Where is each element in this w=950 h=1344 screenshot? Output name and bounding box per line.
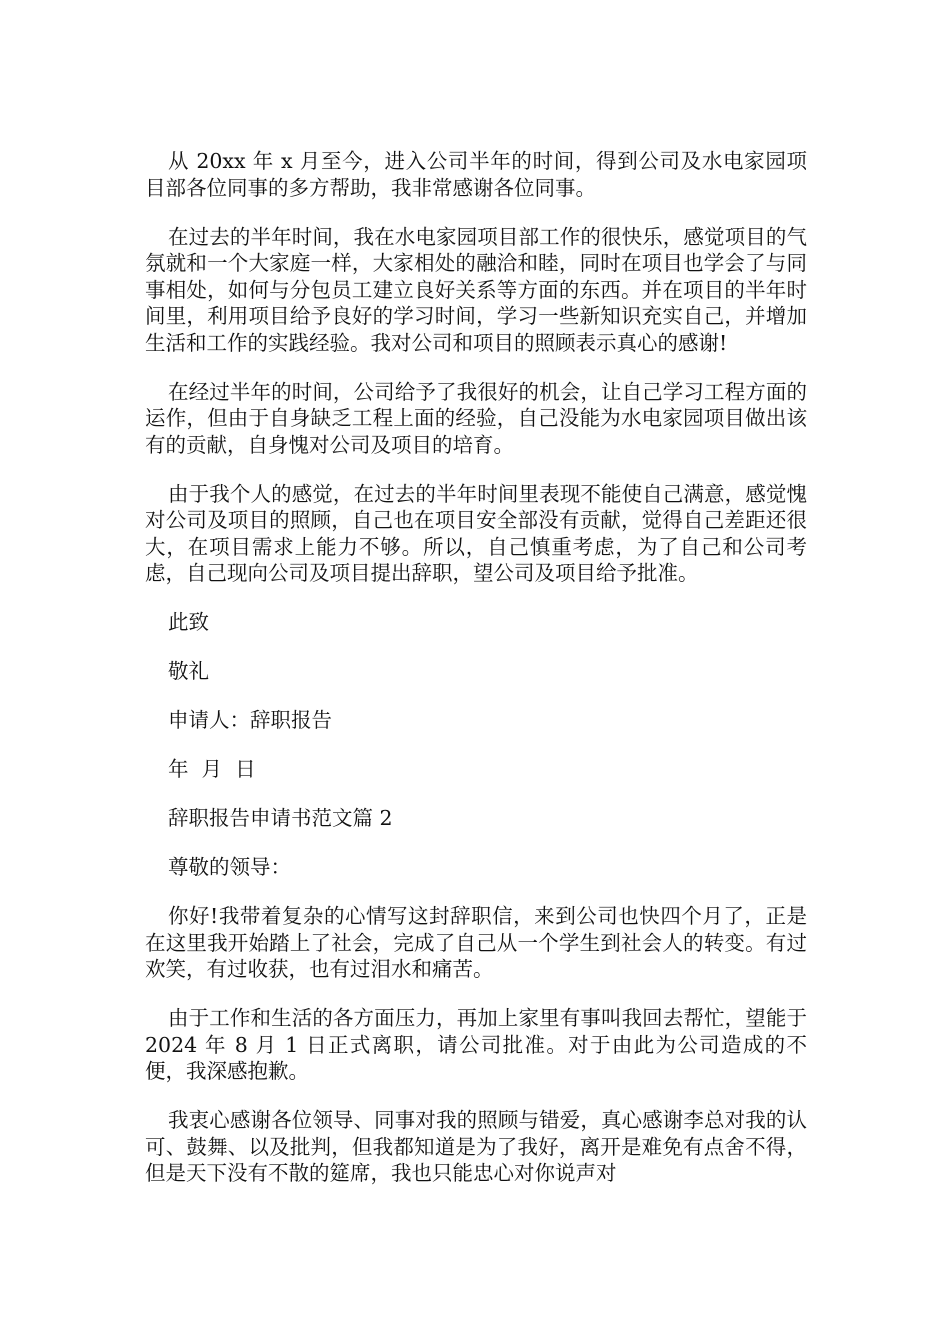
paragraph-experience: 在过去的半年时间，我在水电家园项目部工作的很快乐，感觉项目的气氛就和一个大家庭一样，大家相处的融洽和睦，同时在项目也学会了与同事相处，如何与分包员工建立良好关系等方面的东西。并在项目的半年时间里，利用项目给予良好的学习时间，学习一些新知识充实自己，并增加生活和工作的实践经验。我对公司和项目的照顾表示真心的感谢! <box>145 224 807 355</box>
paragraph-letter-reason: 由于工作和生活的各方面压力，再加上家里有事叫我回去帮忙，望能于 2024 年 8 月 1 日正式离职，请公司批准。对于由此为公司造成的不便，我深感抱歉。 <box>145 1006 807 1083</box>
paragraph-letter-thanks: 我衷心感谢各位领导、同事对我的照顾与错爱，真心感谢李总对我的认可、鼓舞、以及批判，但我都知道是为了我好，离开是难免有点舍不得，但是天下没有不散的筵席，我也只能忠心对你说声对 <box>145 1108 807 1185</box>
paragraph-intro: 从 20xx 年 x 月至今，进入公司半年的时间，得到公司及水电家园项目部各位同事的多方帮助，我非常感谢各位同事。 <box>145 149 807 200</box>
paragraph-letter-intro: 你好!我带着复杂的心情写这封辞职信，来到公司也快四个月了，正是在这里我开始踏上了社会，完成了自己从一个学生到社会人的转变。有过欢笑，有过收获，也有过泪水和痛苦。 <box>145 904 807 981</box>
closing-regards: 敬礼 <box>168 659 209 683</box>
closing-salutation: 此致 <box>168 610 209 634</box>
greeting: 尊敬的领导： <box>168 855 291 879</box>
applicant-line: 申请人：辞职报告 <box>168 708 332 732</box>
document-page <box>145 148 807 1209</box>
paragraph-reason: 由于我个人的感觉，在过去的半年时间里表现不能使自己满意，感觉愧对公司及项目的照顾，自己也在项目安全部没有贡献，觉得自己差距还很大，在项目需求上能力不够。所以，自己慎重考虑，为了自己和公司考虑，自己现向公司及项目提出辞职，望公司及项目给予批准。 <box>145 481 807 585</box>
date-line: 年 月 日 <box>168 757 256 781</box>
paragraph-opportunity: 在经过半年的时间，公司给予了我很好的机会，让自己学习工程方面的运作，但由于自身缺乏工程上面的经验，自己没能为水电家园项目做出该有的贡献，自身愧对公司及项目的培育。 <box>145 379 807 457</box>
section-title: 辞职报告申请书范文篇 2 <box>168 806 393 830</box>
